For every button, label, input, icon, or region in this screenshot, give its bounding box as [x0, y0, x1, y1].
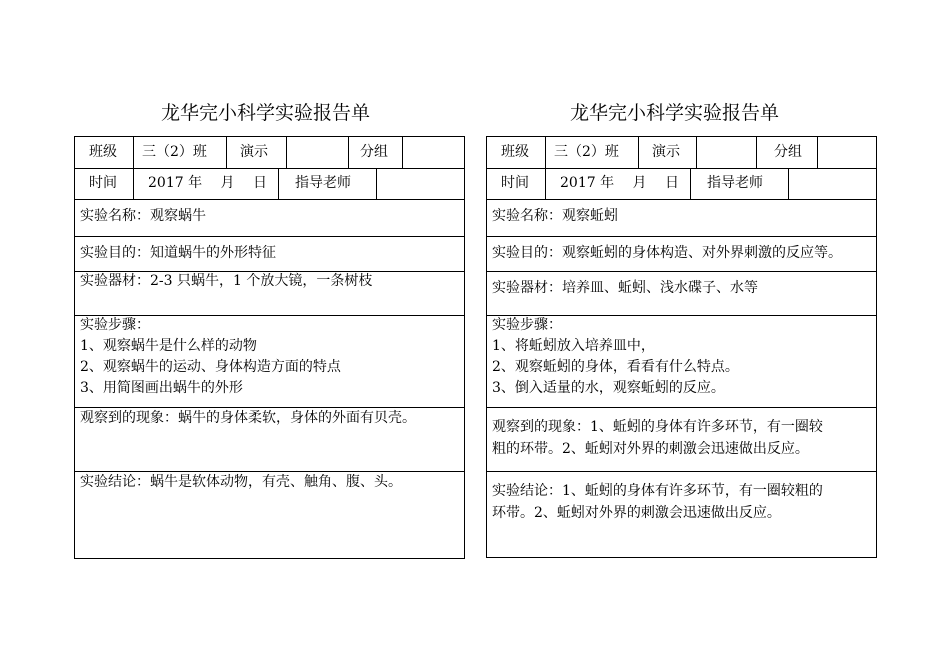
left-report-frame — [74, 136, 465, 559]
divider — [690, 168, 691, 199]
divider — [756, 137, 757, 168]
group-label: 分组 — [360, 144, 388, 160]
divider — [487, 407, 876, 408]
experiment-name: 实验名称：观察蚯蚓 — [492, 208, 618, 224]
divider — [376, 168, 377, 199]
divider — [487, 271, 876, 272]
divider — [545, 168, 546, 199]
experiment-name: 实验名称：观察蜗牛 — [80, 208, 206, 224]
divider — [286, 137, 287, 168]
class-label: 班级 — [89, 144, 117, 160]
class-value: 三（2）班 — [142, 144, 207, 160]
conclusion-line: 实验结论：1、蚯蚓的身体有许多环节，有一圈较粗的 — [492, 483, 823, 499]
experiment-materials: 实验器材：2-3 只蜗牛，1 个放大镜，一条树枝 — [80, 273, 373, 289]
conclusion-line: 环带。2、蚯蚓对外界的刺激会迅速做出反应。 — [492, 505, 781, 521]
experiment-steps — [492, 315, 739, 399]
experiment-materials: 实验器材：培养皿、蚯蚓、浅水碟子、水等 — [492, 280, 758, 296]
divider — [133, 137, 134, 168]
experiment-purpose: 实验目的：知道蜗牛的外形特征 — [80, 245, 276, 261]
divider — [226, 137, 227, 168]
observed-phenomenon: 观察到的现象：蜗牛的身体柔软，身体的外面有贝壳。 — [80, 410, 416, 426]
phenomenon-line: 观察到的现象：1、蚯蚓的身体有许多环节，有一圈较 — [492, 419, 823, 435]
divider — [545, 137, 546, 168]
class-value: 三（2）班 — [554, 144, 619, 160]
divider — [487, 471, 876, 472]
divider — [696, 137, 697, 168]
divider — [348, 137, 349, 168]
divider — [638, 137, 639, 168]
time-label: 时间 — [501, 175, 529, 191]
right-report-frame — [486, 136, 877, 558]
left-report-title: 龙华完小科学实验报告单 — [161, 102, 371, 124]
step-item: 1、观察蜗牛是什么样的动物 — [80, 338, 257, 354]
divider — [817, 137, 818, 168]
steps-title: 实验步骤： — [80, 317, 150, 333]
step-item: 2、观察蚯蚓的身体，看看有什么特点。 — [492, 359, 739, 375]
step-item: 2、观察蜗牛的运动、身体构造方面的特点 — [80, 359, 341, 375]
time-value: 2017 年 月 日 — [148, 175, 267, 191]
class-label: 班级 — [501, 144, 529, 160]
step-item: 1、将蚯蚓放入培养皿中， — [492, 338, 655, 354]
divider — [75, 236, 464, 237]
experiment-purpose: 实验目的：观察蚯蚓的身体构造、对外界刺激的反应等。 — [492, 245, 842, 261]
right-report-title: 龙华完小科学实验报告单 — [570, 102, 780, 124]
step-item: 3、用简图画出蜗牛的外形 — [80, 380, 243, 396]
demo-label: 演示 — [652, 144, 680, 160]
divider — [487, 199, 876, 200]
steps-title: 实验步骤： — [492, 317, 562, 333]
experiment-steps — [80, 315, 341, 399]
divider — [402, 137, 403, 168]
divider — [133, 168, 134, 199]
teacher-label: 指导老师 — [295, 175, 351, 191]
group-label: 分组 — [774, 144, 802, 160]
divider — [788, 168, 789, 199]
divider — [75, 199, 464, 200]
divider — [75, 471, 464, 472]
divider — [487, 236, 876, 237]
divider — [75, 407, 464, 408]
teacher-label: 指导老师 — [707, 175, 763, 191]
step-item: 3、倒入适量的水，观察蚯蚓的反应。 — [492, 380, 725, 396]
time-value: 2017 年 月 日 — [560, 175, 679, 191]
experiment-conclusion — [492, 480, 823, 524]
time-label: 时间 — [89, 175, 117, 191]
experiment-conclusion: 实验结论：蜗牛是软体动物，有壳、触角、腹、头。 — [80, 474, 402, 490]
phenomenon-line: 粗的环带。2、蚯蚓对外界的刺激会迅速做出反应。 — [492, 441, 809, 457]
observed-phenomenon — [492, 416, 823, 460]
divider — [278, 168, 279, 199]
demo-label: 演示 — [240, 144, 268, 160]
